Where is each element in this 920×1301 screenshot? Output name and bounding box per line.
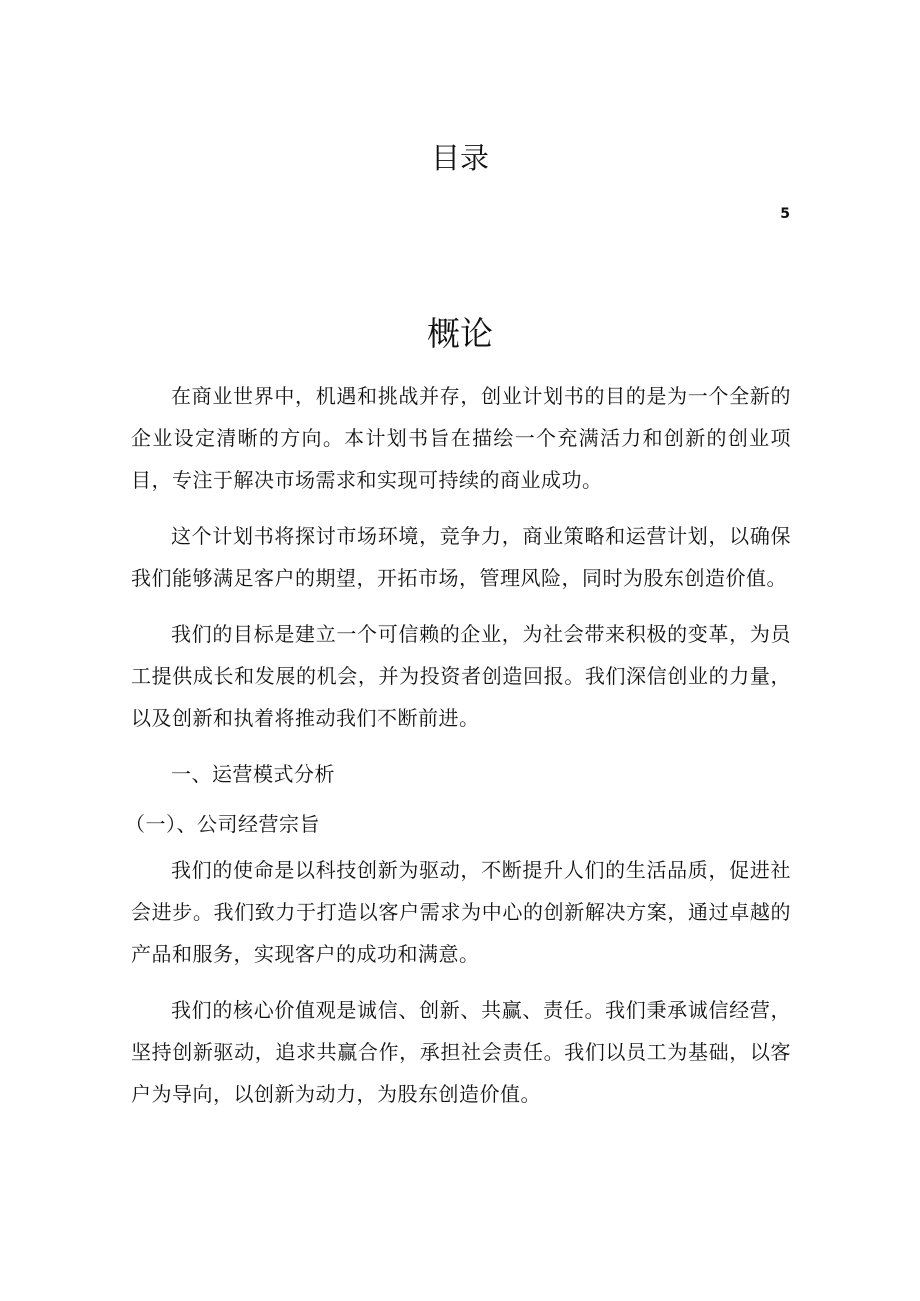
- section-title: 概论: [427, 314, 493, 353]
- intro-paragraph-1: 在商业世界中，机遇和挑战并存，创业计划书的目的是为一个全新的企业设定清晰的方向。本计划书旨在描绘一个充满活力和创新的创业项目，专注于解决市场需求和实现可持续的商业成功。: [131, 384, 791, 492]
- heading-operating-model: 一、运营模式分析: [171, 762, 335, 786]
- document-body: [125, 375, 791, 1129]
- subheading-business-purpose: （一）、公司经营宗旨: [125, 812, 320, 836]
- toc-page-number: 5: [780, 206, 790, 222]
- intro-paragraph-3: 我们的目标是建立一个可信赖的企业，为社会带来积极的变革，为员工提供成长和发展的机会，并为投资者创造回报。我们深信创业的力量，以及创新和执着将推动我们不断前进。: [131, 622, 791, 730]
- values-paragraph: 我们的核心价值观是诚信、创新、共赢、责任。我们秉承诚信经营，坚持创新驱动，追求共赢合作，承担社会责任。我们以员工为基础，以客户为导向，以创新为动力，为股东创造价值。: [131, 998, 791, 1106]
- toc-title: 目录: [430, 141, 489, 175]
- intro-paragraph-2: 这个计划书将探讨市场环境，竞争力，商业策略和运营计划，以确保我们能够满足客户的期望，开拓市场，管理风险，同时为股东创造价值。: [131, 524, 791, 590]
- mission-paragraph: 我们的使命是以科技创新为驱动，不断提升人们的生活品质，促进社会进步。我们致力于打造以客户需求为中心的创新解决方案，通过卓越的产品和服务，实现客户的成功和满意。: [131, 858, 791, 966]
